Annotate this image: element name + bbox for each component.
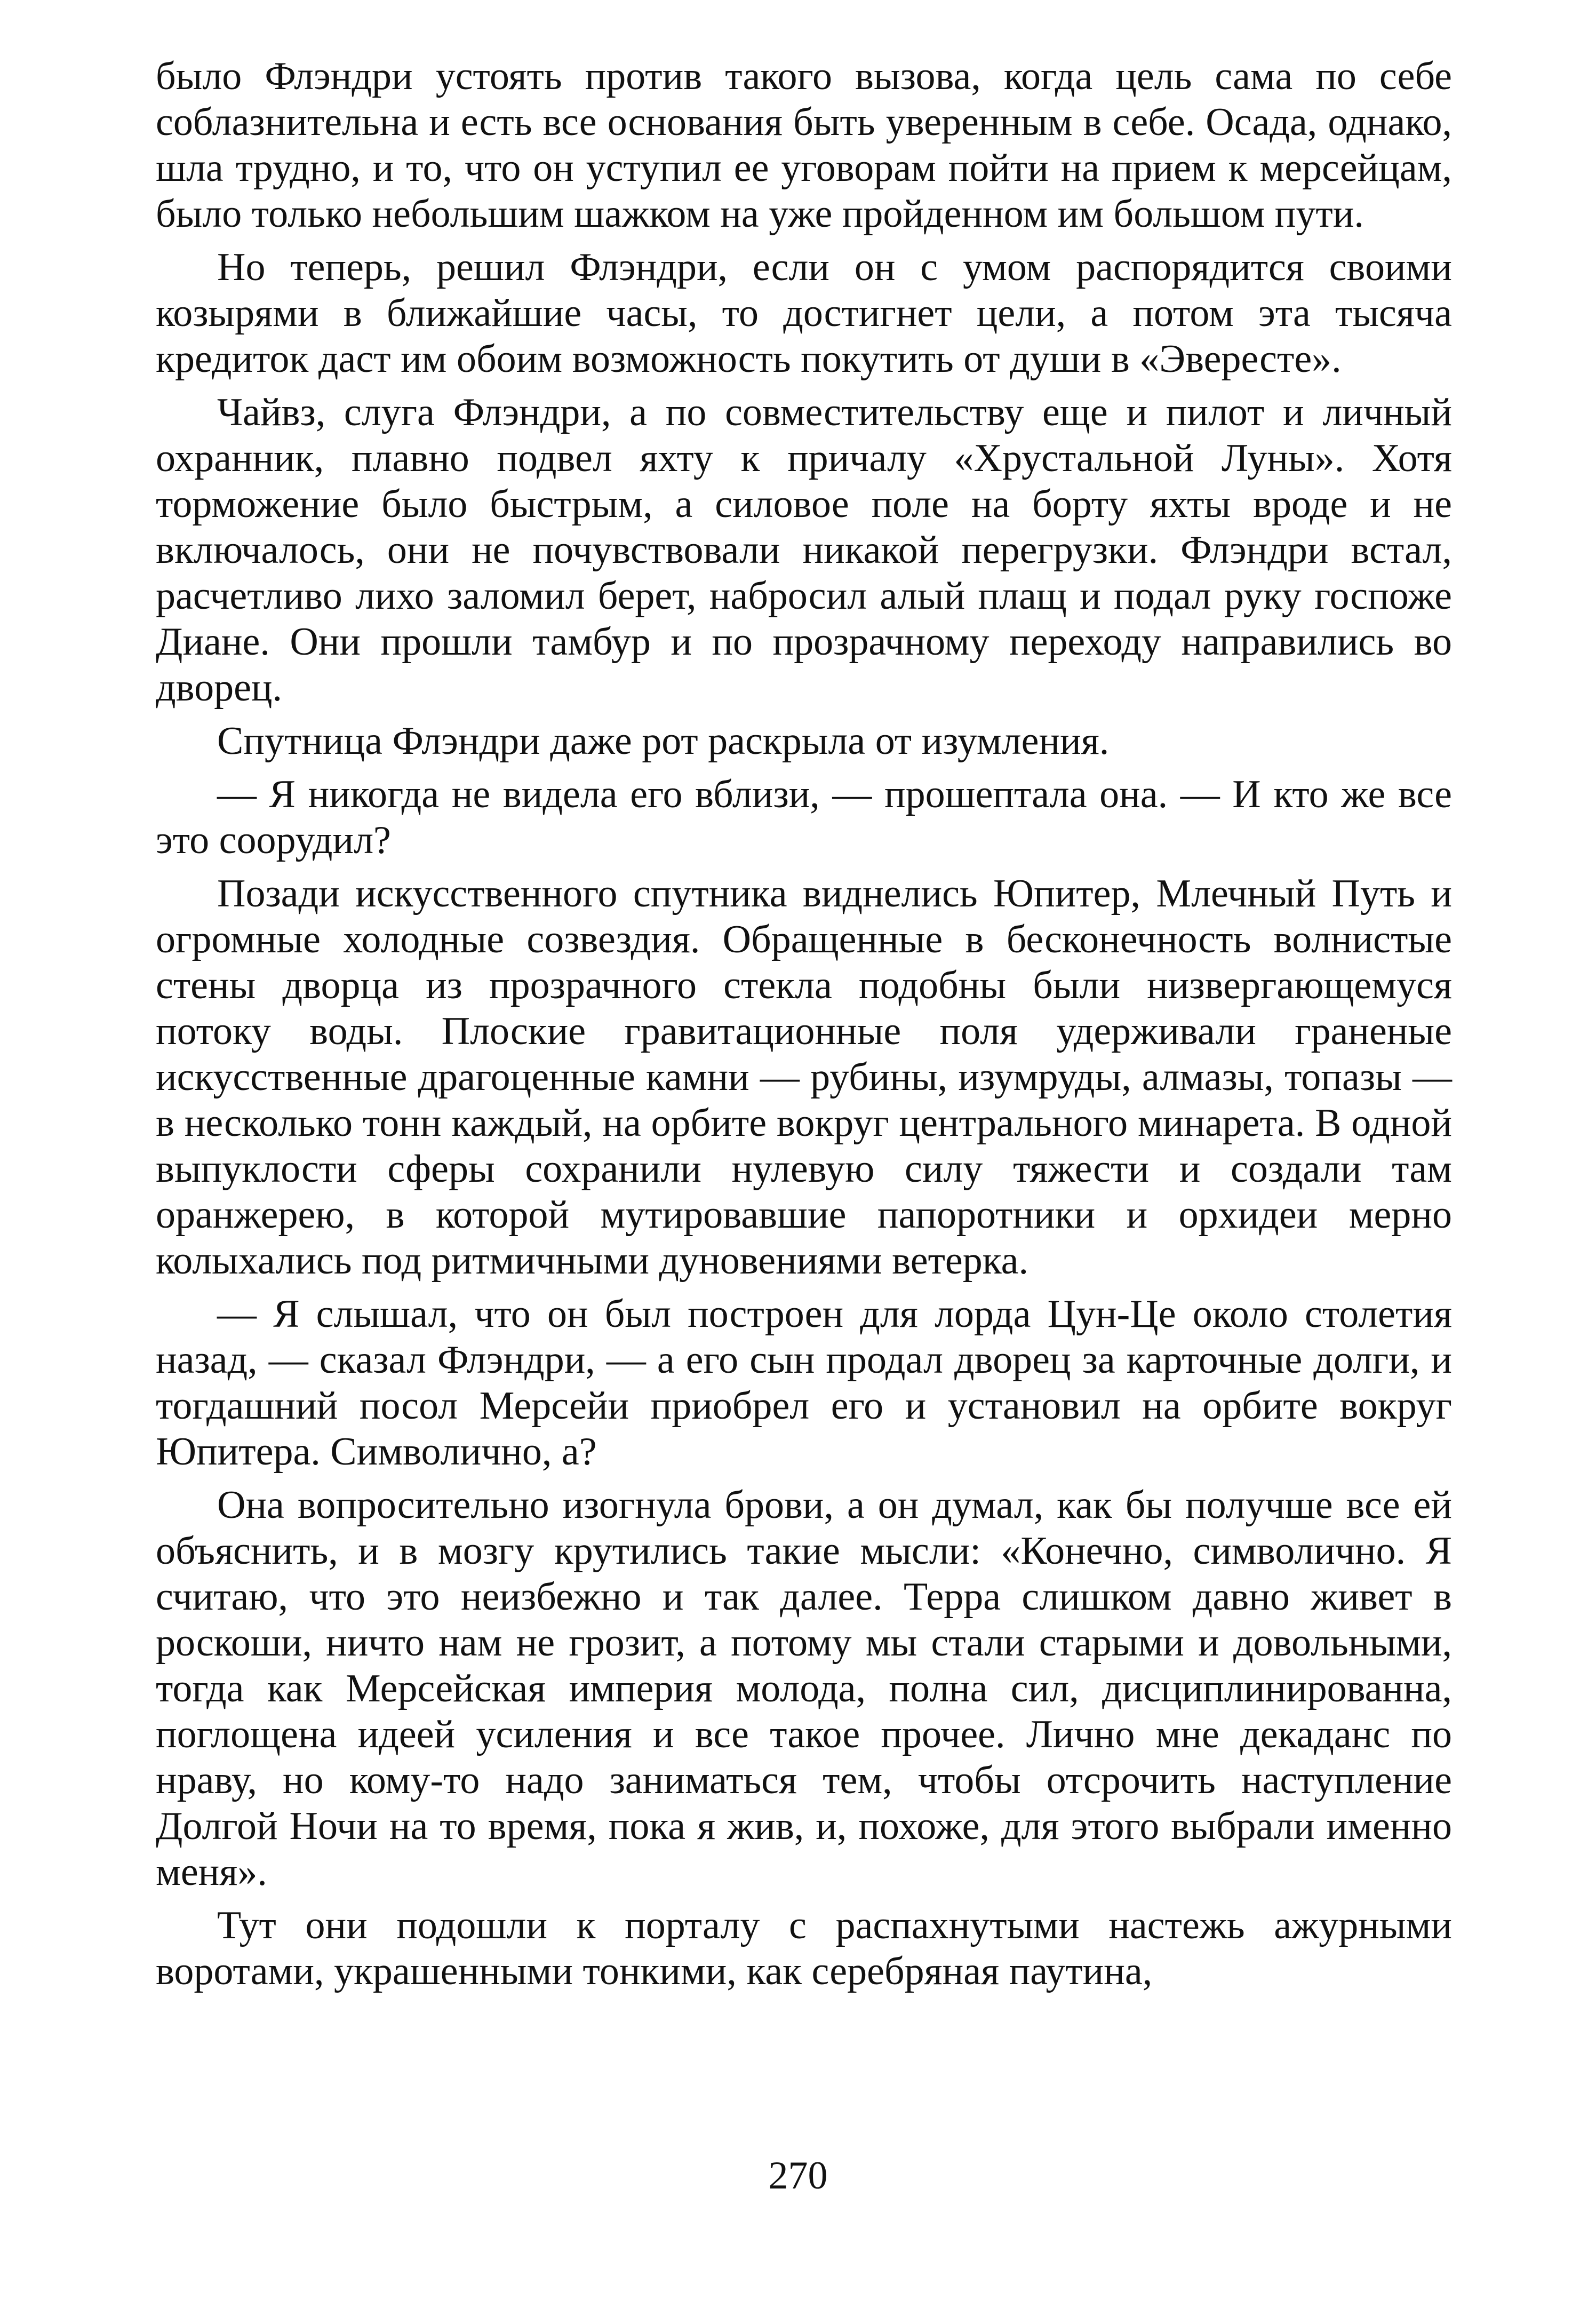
paragraph-4: Спутница Флэндри даже рот раскрыла от изумления. xyxy=(217,719,1110,763)
paragraph-9: Тут они подошли к порталу с распахнутыми настежь ажурными воротами, украшенными тонкими, как серебряная паутина, xyxy=(156,1904,1452,1993)
page-text xyxy=(156,53,1452,2002)
paragraph-1: было Флэндри устоять против такого вызова, когда цель сама по себе соблазнительна и есть все основания быть уверенным в себе. Осада, однако, шла трудно, и то, что он уступил ее уговорам пойти на прием к мерсейцам, было только небольшим шажком на уже пройденном им большом пути. xyxy=(156,54,1452,236)
paragraph-6: Позади искусственного спутника виднелись Юпитер, Млечный Путь и огромные холодные созвездия. Обращенные в бесконечность волнистые стены дворца из прозрачного стекла подобны были низвергающемуся потоку воды. Плоские гравитационные поля удерживали граненые искусственные драгоценные камни — рубины, изумруды, алмазы, топазы — в несколько тонн каждый, на орбите вокруг центрального минарета. В одной выпуклости сферы сохранили нулевую силу тяжести и создали там оранжерею, в которой мутировавшие папоротники и орхидеи мерно колыхались под ритмичными дуновениями ветерка. xyxy=(156,872,1452,1283)
paragraph-2: Но теперь, решил Флэндри, если он с умом распорядится своими козырями в ближайшие часы, то достигнет цели, а потом эта тысяча кредиток даст им обоим возможность покутить от души в «Эвересте». xyxy=(156,245,1452,381)
paragraph-5: — Я никогда не видела его вблизи, — прошептала она. — И кто же все это соорудил? xyxy=(156,773,1452,862)
paragraph-7: — Я слышал, что он был построен для лорда Цун-Це около столетия назад, — сказал Флэндри, — а его сын продал дворец за карточные долги, и тогдашний посол Мерсейи приобрел его и установил на орбите вокруг Юпитера. Символично, а? xyxy=(156,1292,1452,1474)
page-number: 270 xyxy=(768,2154,828,2198)
paragraph-3: Чайвз, слуга Флэндри, а по совместительству еще и пилот и личный охранник, плавно подвел яхту к причалу «Хрустальной Луны». Хотя торможение было быстрым, а силовое поле на борту яхты вроде и не включалось, они не почувствовали никакой перегрузки. Флэндри встал, расчетливо лихо заломил берет, набросил алый плащ и подал руку госпоже Диане. Они прошли тамбур и по прозрачному переходу направились во дворец. xyxy=(156,391,1452,710)
paragraph-8: Она вопросительно изогнула брови, а он думал, как бы получше все ей объяснить, и в мозгу крутились такие мысли: «Конечно, символично. Я считаю, что это неизбежно и так далее. Терра слишком давно живет в роскоши, ничто нам не грозит, а потому мы стали старыми и довольными, тогда как Мерсейская империя молода, полна сил, дисциплинированна, поглощена идеей усиления и все такое прочее. Лично мне декаданс по нраву, но кому-то надо заниматься тем, чтобы отсрочить наступление Долгой Ночи на то время, пока я жив, и, похоже, для этого выбрали именно меня». xyxy=(156,1483,1452,1894)
